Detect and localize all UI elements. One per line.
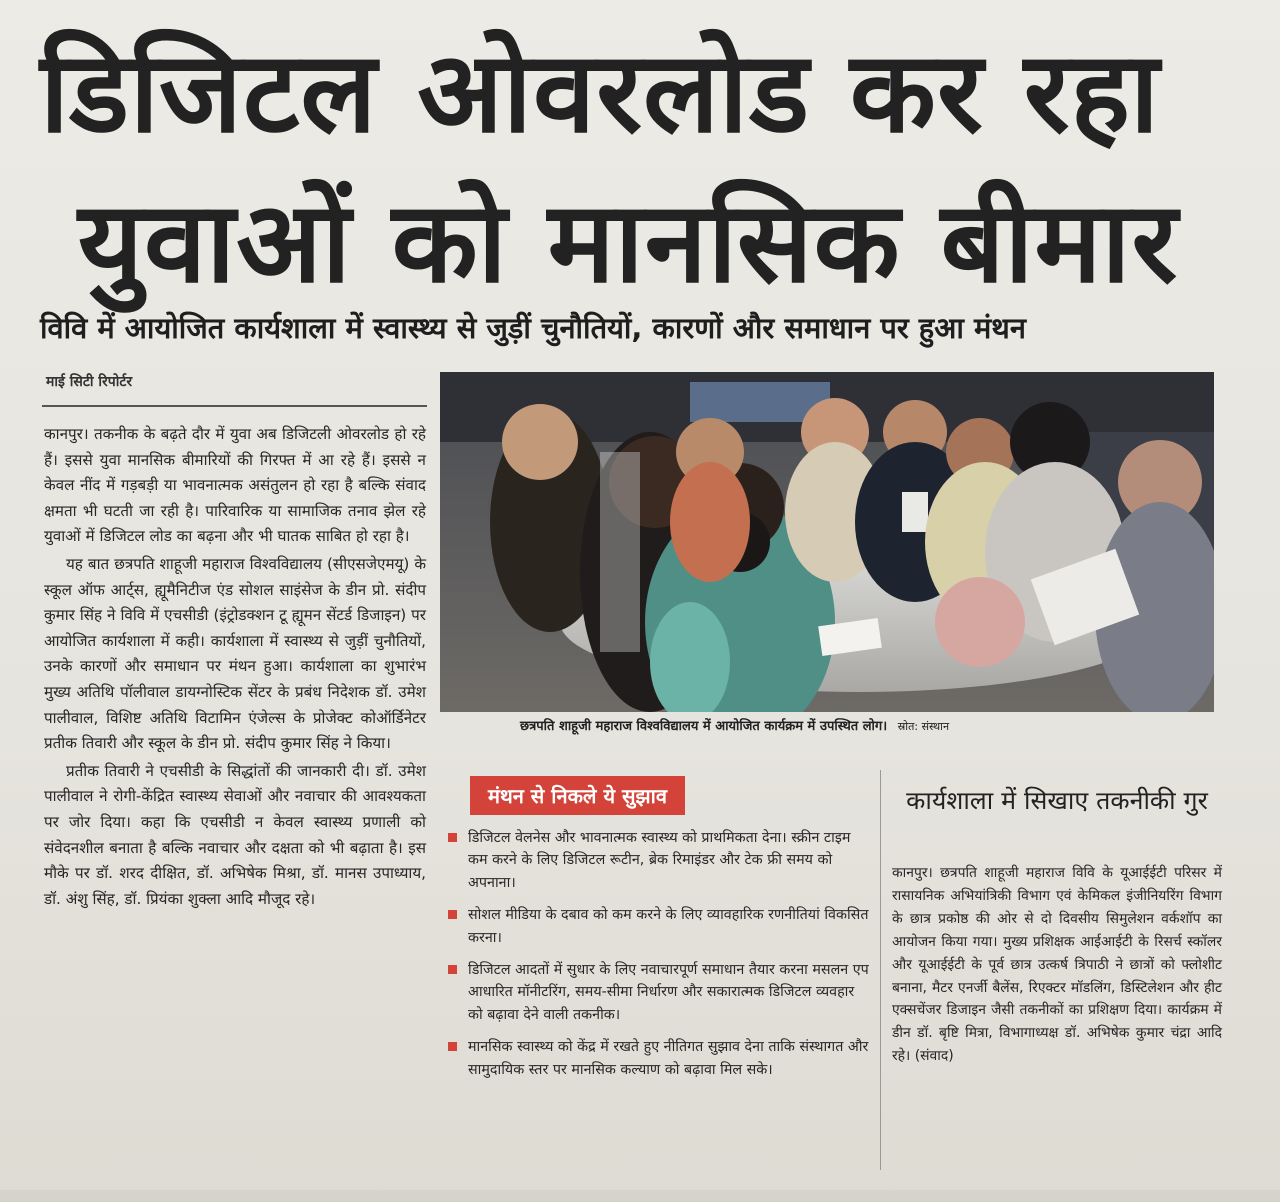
bullet-square-icon xyxy=(448,1042,457,1051)
suggestion-text: डिजिटल वेलनेस और भावनात्मक स्वास्थ्य को प्राथमिकता देना। स्क्रीन टाइम कम करने के लिए डिजिटल रूटीन, ब्रेक रिमाइंडर और टेक फ्री समय को अपनाना। xyxy=(468,830,851,891)
next-article-edge xyxy=(0,1190,1280,1202)
headline-line-2: युवाओं को मानसिक बीमार xyxy=(78,178,1179,308)
suggestions-box xyxy=(444,776,870,1091)
article-paragraph: कानपुर। तकनीक के बढ़ते दौर में युवा अब डिजिटली ओवरलोड हो रहे हैं। इससे युवा मानसिक बीमारियों की गिरफ्त में आ रहे हैं। इससे न केवल नींद में गड़बड़ी या भावनात्मक असंतुलन हो रहा है बल्कि संवाद क्षमता भी घटती जा रही है। पारिवारिक या सामाजिक तनाव झेल रहे युवाओं में डिजिटल लोड का बढ़ना और भी घातक साबित हो रहा है। xyxy=(44,425,426,546)
bullet-square-icon xyxy=(448,965,457,974)
article-paragraph: प्रतीक तिवारी ने एचसीडी के सिद्धांतों की जानकारी दी। डॉ. उमेश पालीवाल ने रोगी-केंद्रित स्वास्थ्य सेवाओं और नवाचार की आवश्यकता पर जोर दिया। कहा कि एचसीडी न केवल स्वास्थ्य प्रणाली को संवेदनशील बनाता है बल्कि नवाचार और दक्षता को भी बढ़ाता है। इस मौके पर डॉ. शरद दीक्षित, डॉ. अभिषेक मिश्रा, डॉ. मानस उपाध्याय, डॉ. अंशु सिंह, डॉ. प्रियंका शुक्ला आदि मौजूद रहे। xyxy=(44,761,426,908)
caption-text: छत्रपति शाहूजी महाराज विश्वविद्यालय में आयोजित कार्यक्रम में उपस्थित लोग। xyxy=(520,719,888,734)
suggestion-text: मानसिक स्वास्थ्य को केंद्र में रखते हुए नीतिगत सुझाव देना ताकि संस्थागत और सामुदायिक स्तर पर मानसिक कल्याण को बढ़ावा मिल सके। xyxy=(468,1039,869,1078)
bullet-square-icon xyxy=(448,910,457,919)
event-photo-image xyxy=(440,372,1214,712)
main-article xyxy=(44,422,426,914)
suggestion-item xyxy=(444,827,870,894)
headline-line-1: डिजिटल ओवरलोड कर रहा xyxy=(40,28,1161,158)
suggestions-title: मंथन से निकले ये सुझाव xyxy=(470,776,685,815)
photo-source: स्रोत: संस्थान xyxy=(897,720,950,733)
bullet-square-icon xyxy=(448,833,457,842)
headline xyxy=(40,18,1250,318)
article-paragraph: यह बात छत्रपति शाहूजी महाराज विश्वविद्यालय (सीएसजेएमयू) के स्कूल ऑफ आर्ट्स, ह्यूमैनिटीज एंड सोशल साइंसेज के डीन प्रो. संदीप कुमार सिंह ने विवि में एचसीडी (इंट्रोडक्शन टू ह्यूमन सेंटर्ड डिजाइन) पर आयोजित कार्यशाला में कही। कार्यशाला में स्वास्थ्य से जुड़ीं चुनौतियों, उनके कारणों और समाधान पर मंथन हुआ। कार्यशाला का शुभारंभ मुख्य अतिथि पॉलीवाल डायग्नोस्टिक सेंटर के प्रबंध निदेशक डॉ. उमेश पालीवाल, विशिष्ट अतिथि विटामिन एंजेल्स के प्रोजेक्ट कोऑर्डिनेटर प्रतीक तिवारी और स्कूल के डीन प्रो. संदीप कुमार सिंह ने किया। xyxy=(44,554,426,753)
byline-rule xyxy=(42,405,427,407)
suggestion-item xyxy=(444,959,870,1026)
subheadline: विवि में आयोजित कार्यशाला में स्वास्थ्य से जुड़ीं चुनौतियों, कारणों और समाधान पर हुआ मंथन xyxy=(40,311,1026,345)
suggestion-item xyxy=(444,1036,870,1081)
event-photo xyxy=(440,372,1214,712)
column-divider xyxy=(880,770,881,1170)
byline: माई सिटी रिपोर्टर xyxy=(46,374,133,390)
side-story-title: कार्यशाला में सिखाए तकनीकी गुर xyxy=(906,786,1208,815)
photo-caption xyxy=(520,716,1200,734)
suggestion-text: डिजिटल आदतों में सुधार के लिए नवाचारपूर्ण समाधान तैयार करना मसलन एप आधारित मॉनीटरिंग, समय-सीमा निर्धारण और सकारात्मक डिजिटल व्यवहार को बढ़ावा देने वाली तकनीक। xyxy=(468,962,869,1023)
side-story-body: कानपुर। छत्रपति शाहूजी महाराज विवि के यूआईईटी परिसर में रासायनिक अभियांत्रिकी विभाग एवं केमिकल इंजीनियरिंग विभाग के छात्र प्रकोष्ठ की ओर से दो दिवसीय सिमुलेशन वर्कशॉप का आयोजन किया गया। मुख्य प्रशिक्षक आईआईटी के रिसर्च स्कॉलर और यूआईईटी के पूर्व छात्र उत्कर्ष त्रिपाठी ने छात्रों को फ्लोशीट बनाना, मैटर एनर्जी बैलेंस, रिएक्टर मॉडलिंग, डिस्टिलेशन और हीट एक्सचेंजर डिजाइन जैसी तकनीकों का प्रशिक्षण दिया। कार्यक्रम में डीन डॉ. बृष्टि मित्रा, विभागाध्यक्ष डॉ. अभिषेक कुमार चंद्रा आदि रहे। (संवाद) xyxy=(892,865,1222,1065)
suggestion-text: सोशल मीडिया के दबाव को कम करने के लिए व्यावहारिक रणनीतियां विकसित करना। xyxy=(468,907,869,946)
suggestion-item xyxy=(444,904,870,949)
